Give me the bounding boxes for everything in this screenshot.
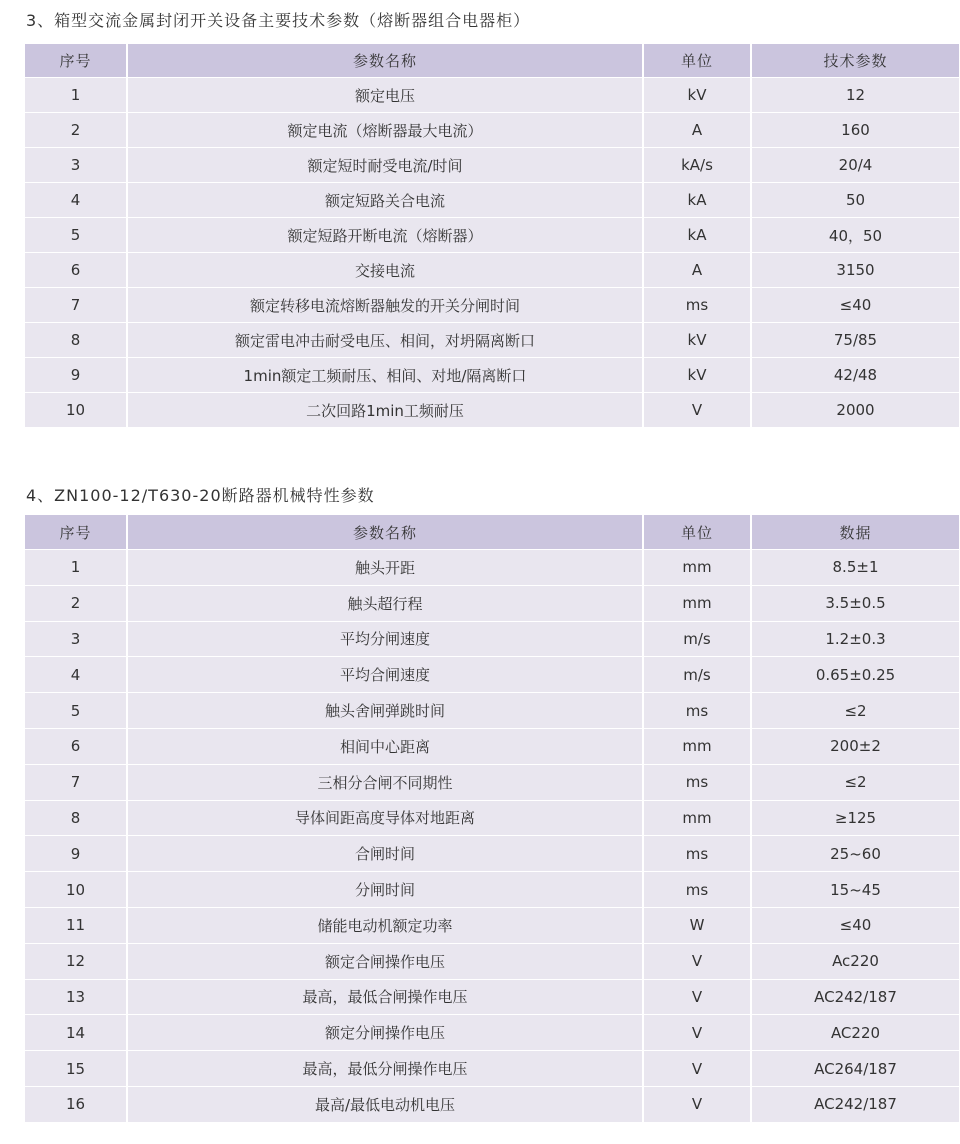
cell-parameter-name: 额定电压 bbox=[127, 78, 643, 113]
cell-parameter-name: 合闸时间 bbox=[127, 836, 643, 872]
cell-parameter-name: 1min额定工频耐压、相间、对地/隔离断口 bbox=[127, 358, 643, 393]
cell-index: 2 bbox=[25, 113, 127, 148]
cell-index: 10 bbox=[25, 393, 127, 428]
cell-value: 3150 bbox=[751, 253, 959, 288]
section-4-title: 4、ZN100-12/T630-20断路器机械特性参数 bbox=[26, 486, 375, 505]
cell-value: ≤2 bbox=[751, 764, 959, 800]
table-row bbox=[25, 764, 959, 800]
table-row bbox=[25, 1051, 959, 1087]
header-unit: 单位 bbox=[643, 515, 751, 550]
header-parameter-name: 参数名称 bbox=[127, 515, 643, 550]
cell-index: 4 bbox=[25, 657, 127, 693]
cell-index: 3 bbox=[25, 621, 127, 657]
cell-parameter-name: 平均合闸速度 bbox=[127, 657, 643, 693]
cell-parameter-name: 最高，最低分闸操作电压 bbox=[127, 1051, 643, 1087]
cell-value: 42/48 bbox=[751, 358, 959, 393]
header-unit: 单位 bbox=[643, 44, 751, 78]
cell-parameter-name: 导体间距高度导体对地距离 bbox=[127, 800, 643, 836]
cell-value: ≤40 bbox=[751, 907, 959, 943]
cell-unit: kA/s bbox=[643, 148, 751, 183]
cell-unit: ms bbox=[643, 693, 751, 729]
cell-value: AC220 bbox=[751, 1015, 959, 1051]
cell-value: 20/4 bbox=[751, 148, 959, 183]
cell-parameter-name: 额定转移电流熔断器触发的开关分闸时间 bbox=[127, 288, 643, 323]
cell-unit: mm bbox=[643, 550, 751, 586]
header-value: 数据 bbox=[751, 515, 959, 550]
cell-value: AC264/187 bbox=[751, 1051, 959, 1087]
cell-value: 25~60 bbox=[751, 836, 959, 872]
table-row bbox=[25, 358, 959, 393]
cell-parameter-name: 储能电动机额定功率 bbox=[127, 907, 643, 943]
cell-index: 9 bbox=[25, 358, 127, 393]
cell-parameter-name: 交接电流 bbox=[127, 253, 643, 288]
cell-value: 75/85 bbox=[751, 323, 959, 358]
cell-parameter-name: 相间中心距离 bbox=[127, 728, 643, 764]
cell-unit: V bbox=[643, 393, 751, 428]
cell-parameter-name: 三相分合闸不同期性 bbox=[127, 764, 643, 800]
cell-value: 2000 bbox=[751, 393, 959, 428]
table-row bbox=[25, 585, 959, 621]
cell-unit: m/s bbox=[643, 621, 751, 657]
table-row bbox=[25, 872, 959, 908]
table-row bbox=[25, 979, 959, 1015]
cell-unit: kA bbox=[643, 218, 751, 253]
cell-index: 6 bbox=[25, 253, 127, 288]
cell-unit: V bbox=[643, 943, 751, 979]
cell-value: 8.5±1 bbox=[751, 550, 959, 586]
cell-parameter-name: 额定短时耐受电流/时间 bbox=[127, 148, 643, 183]
cell-value: 1.2±0.3 bbox=[751, 621, 959, 657]
cell-value: 12 bbox=[751, 78, 959, 113]
cell-value: 3.5±0.5 bbox=[751, 585, 959, 621]
header-parameter-name: 参数名称 bbox=[127, 44, 643, 78]
table-row bbox=[25, 1015, 959, 1051]
table-row bbox=[25, 323, 959, 358]
table-row bbox=[25, 218, 959, 253]
cell-index: 4 bbox=[25, 183, 127, 218]
table-row bbox=[25, 288, 959, 323]
cell-parameter-name: 最高/最低电动机电压 bbox=[127, 1086, 643, 1122]
cell-value: 0.65±0.25 bbox=[751, 657, 959, 693]
cell-unit: kV bbox=[643, 358, 751, 393]
cell-parameter-name: 触头开距 bbox=[127, 550, 643, 586]
cell-unit: W bbox=[643, 907, 751, 943]
cell-parameter-name: 额定电流（熔断器最大电流） bbox=[127, 113, 643, 148]
table-header-row bbox=[25, 515, 959, 550]
cell-value: 50 bbox=[751, 183, 959, 218]
cell-index: 14 bbox=[25, 1015, 127, 1051]
table-row bbox=[25, 148, 959, 183]
fuse-combination-cabinet-table bbox=[25, 44, 959, 428]
cell-unit: ms bbox=[643, 872, 751, 908]
cell-parameter-name: 额定短路开断电流（熔断器） bbox=[127, 218, 643, 253]
cell-index: 6 bbox=[25, 728, 127, 764]
cell-parameter-name: 额定雷电冲击耐受电压、相间，对坍隔离断口 bbox=[127, 323, 643, 358]
cell-unit: m/s bbox=[643, 657, 751, 693]
cell-unit: kV bbox=[643, 323, 751, 358]
cell-index: 8 bbox=[25, 800, 127, 836]
cell-index: 3 bbox=[25, 148, 127, 183]
cell-value: AC242/187 bbox=[751, 979, 959, 1015]
table-row bbox=[25, 907, 959, 943]
table-header-row bbox=[25, 44, 959, 78]
cell-unit: kV bbox=[643, 78, 751, 113]
cell-index: 1 bbox=[25, 550, 127, 586]
cell-unit: mm bbox=[643, 800, 751, 836]
table-row bbox=[25, 183, 959, 218]
table-row bbox=[25, 693, 959, 729]
cell-index: 12 bbox=[25, 943, 127, 979]
cell-value: ≥125 bbox=[751, 800, 959, 836]
table-body bbox=[25, 550, 959, 1123]
cell-unit: mm bbox=[643, 585, 751, 621]
table-row bbox=[25, 253, 959, 288]
cell-parameter-name: 额定分闸操作电压 bbox=[127, 1015, 643, 1051]
cell-value: 160 bbox=[751, 113, 959, 148]
cell-value: 200±2 bbox=[751, 728, 959, 764]
table-row bbox=[25, 393, 959, 428]
cell-parameter-name: 额定合闸操作电压 bbox=[127, 943, 643, 979]
cell-parameter-name: 额定短路关合电流 bbox=[127, 183, 643, 218]
cell-index: 5 bbox=[25, 218, 127, 253]
cell-unit: V bbox=[643, 979, 751, 1015]
cell-unit: A bbox=[643, 253, 751, 288]
cell-unit: kA bbox=[643, 183, 751, 218]
cell-parameter-name: 分闸时间 bbox=[127, 872, 643, 908]
cell-unit: A bbox=[643, 113, 751, 148]
cell-parameter-name: 触头超行程 bbox=[127, 585, 643, 621]
cell-index: 11 bbox=[25, 907, 127, 943]
cell-index: 13 bbox=[25, 979, 127, 1015]
header-value: 技术参数 bbox=[751, 44, 959, 78]
table-row bbox=[25, 836, 959, 872]
header-index: 序号 bbox=[25, 44, 127, 78]
cell-index: 9 bbox=[25, 836, 127, 872]
table-row bbox=[25, 728, 959, 764]
cell-unit: V bbox=[643, 1051, 751, 1087]
cell-parameter-name: 触头舍闸弹跳时间 bbox=[127, 693, 643, 729]
cell-value: AC242/187 bbox=[751, 1086, 959, 1122]
cell-index: 15 bbox=[25, 1051, 127, 1087]
cell-parameter-name: 二次回路1min工频耐压 bbox=[127, 393, 643, 428]
cell-index: 1 bbox=[25, 78, 127, 113]
cell-unit: V bbox=[643, 1015, 751, 1051]
cell-index: 8 bbox=[25, 323, 127, 358]
header-index: 序号 bbox=[25, 515, 127, 550]
table-row bbox=[25, 657, 959, 693]
cell-index: 2 bbox=[25, 585, 127, 621]
cell-index: 7 bbox=[25, 288, 127, 323]
breaker-mechanical-table bbox=[25, 515, 959, 1123]
cell-index: 7 bbox=[25, 764, 127, 800]
cell-unit: ms bbox=[643, 764, 751, 800]
table-row bbox=[25, 113, 959, 148]
cell-value: Ac220 bbox=[751, 943, 959, 979]
cell-value: ≤40 bbox=[751, 288, 959, 323]
cell-index: 16 bbox=[25, 1086, 127, 1122]
table-body bbox=[25, 78, 959, 428]
table-row bbox=[25, 800, 959, 836]
table-row bbox=[25, 1086, 959, 1122]
cell-index: 10 bbox=[25, 872, 127, 908]
cell-value: 40，50 bbox=[751, 218, 959, 253]
section-3-title: 3、箱型交流金属封闭开关设备主要技术参数（熔断器组合电器柜） bbox=[26, 11, 531, 30]
table-row bbox=[25, 78, 959, 113]
cell-value: 15~45 bbox=[751, 872, 959, 908]
table-row bbox=[25, 550, 959, 586]
cell-index: 5 bbox=[25, 693, 127, 729]
cell-parameter-name: 最高，最低合闸操作电压 bbox=[127, 979, 643, 1015]
table-row bbox=[25, 621, 959, 657]
cell-value: ≤2 bbox=[751, 693, 959, 729]
cell-unit: ms bbox=[643, 288, 751, 323]
cell-unit: ms bbox=[643, 836, 751, 872]
table-row bbox=[25, 943, 959, 979]
cell-unit: mm bbox=[643, 728, 751, 764]
cell-parameter-name: 平均分闸速度 bbox=[127, 621, 643, 657]
cell-unit: V bbox=[643, 1086, 751, 1122]
